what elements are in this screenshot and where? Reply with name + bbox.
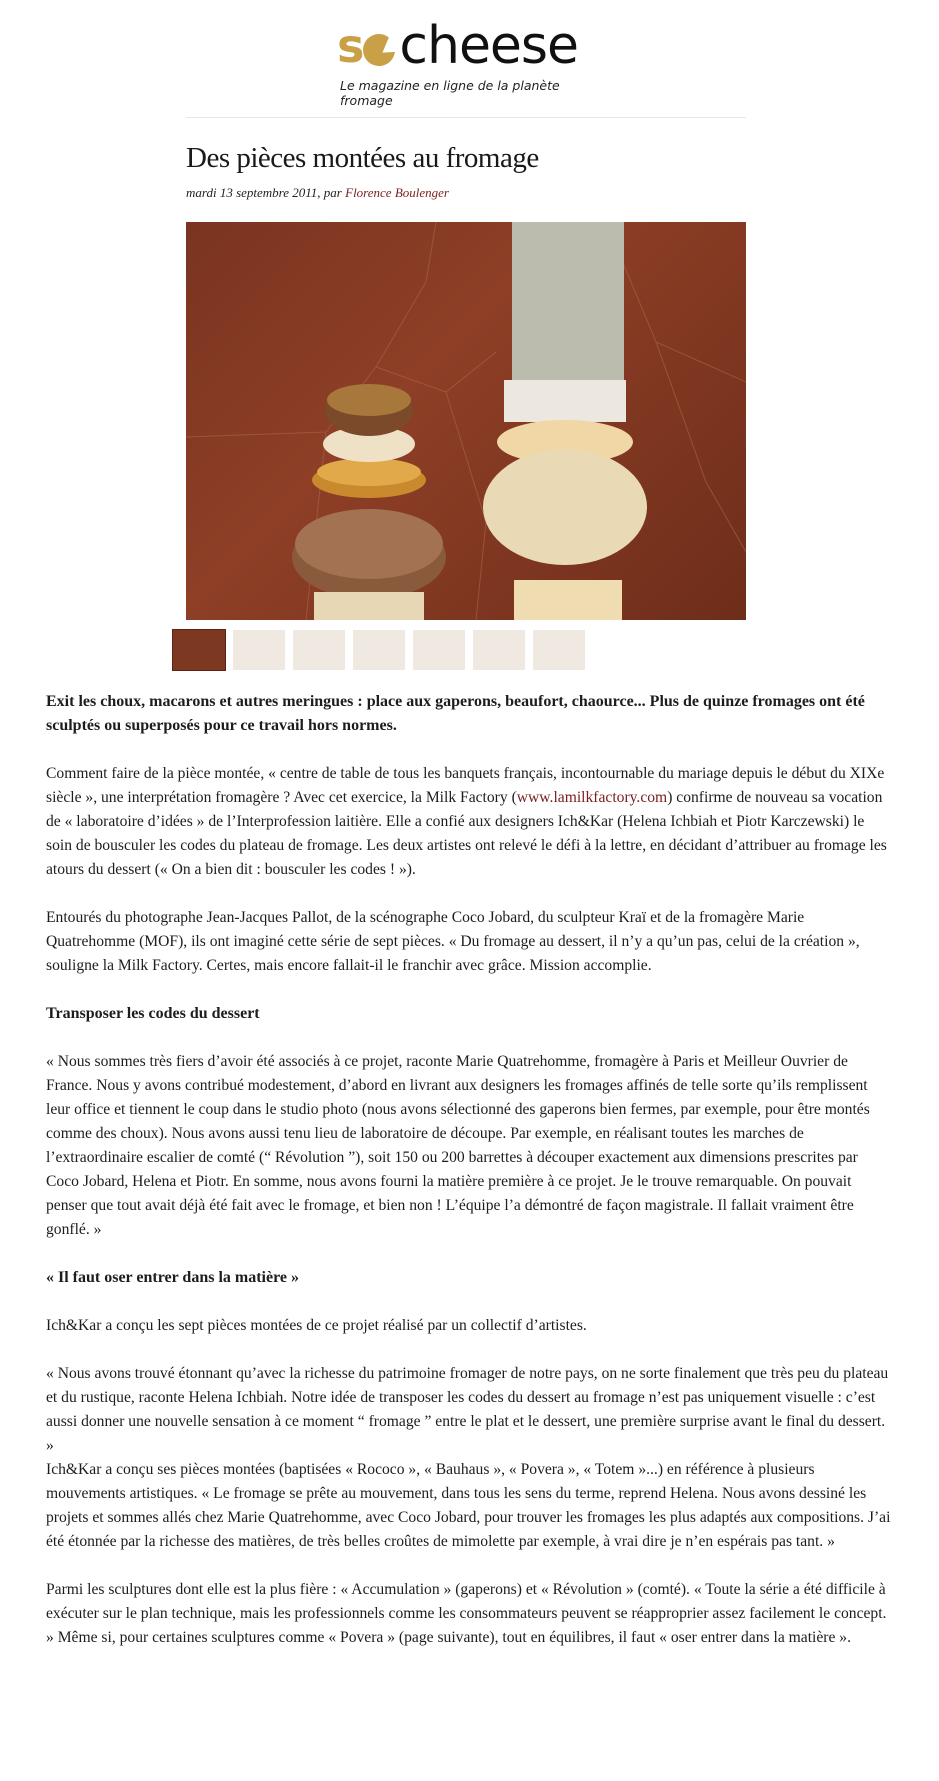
site-logo[interactable] (337, 14, 587, 78)
article-lead: Exit les choux, macarons et autres meringues : place aux gaperons, beaufort, chaource... Plus de quinze fromages ont été sculptés ou superposés pour ce travail hors normes. (46, 693, 865, 734)
gallery-thumbnail[interactable] (533, 630, 585, 670)
site-header (0, 0, 939, 118)
gallery-thumbnail[interactable] (353, 630, 405, 670)
hero-image (186, 222, 746, 620)
gallery-thumbnail[interactable] (233, 630, 285, 670)
paragraph: Ich&Kar a conçu les sept pièces montées de ce projet réalisé par un collectif d’artistes. (46, 1317, 587, 1334)
gallery-thumbnails (173, 630, 585, 670)
gallery-thumbnail[interactable] (473, 630, 525, 670)
gallery-thumbnail[interactable] (293, 630, 345, 670)
paragraph (46, 1362, 894, 1554)
section-heading: Transposer les codes du dessert (46, 1005, 260, 1022)
gallery-thumbnail[interactable] (173, 630, 225, 670)
paragraph-text: Comment faire de la pièce montée, « centre de table de tous les banquets français, incontournable du mariage depuis le début du XIXe siècle », une interprétation fromagère ? Avec cet exercice, la Milk Factory ( (46, 765, 885, 806)
paragraph: Entourés du photographe Jean-Jacques Pallot, de la scénographe Coco Jobard, du sculpteur Kraï et de la fromagère Marie Quatrehomme (MOF), ils ont imaginé cette série de sept pièces. « Du fromage au dessert, il n’y a qu’un pas, celui de la création », souligne la Milk Factory. Certes, mais encore fallait-il le franchir avec grâce. Mission accomplie. (46, 909, 860, 974)
cheese-sculpture-photo (186, 222, 746, 620)
logo-mark: s (337, 19, 363, 73)
article-title: Des pièces montées au fromage (186, 142, 539, 174)
paragraph-text: Ich&Kar a conçu ses pièces montées (baptisées « Rococo », « Bauhaus », « Povera », « Totem »...) en référence à plusieurs mouvements artistiques. « Le fromage se prête au mouvement, dans tous les sens du terme, reprend Helena. Nous avons dessiné les projets et sommes allés chez Marie Quatrehomme, avec Coco Jobard, pour trouver les fromages les plus adaptés aux compositions. J’ai été étonnée par la richesse des matières, de très belles croûtes de mimolette par exemple, à vrai dire je n’en espérais pas tant. » (46, 1461, 891, 1550)
article-body (46, 690, 894, 1674)
author-link[interactable]: Florence Boulenger (345, 185, 449, 200)
gallery-thumbnail[interactable] (413, 630, 465, 670)
logo-o-icon (363, 34, 395, 66)
paragraph: « Nous sommes très fiers d’avoir été associés à ce projet, raconte Marie Quatrehomme, fromagère à Paris et Meilleur Ouvrier de France. Nous y avons contribué modestement, d’abord en livrant aux designers les fromages affinés de telle sorte qu’ils remplissent leur office et tiennent le coup dans le studio photo (nous avons sélectionné des gaperons bien fermes, par exemple, pour être montés comme des choux). Nous avons aussi tenu lieu de laboratoire de découpe. Par exemple, en réalisant toutes les marches de l’extraordinaire escalier de comté (“ Révolution ”), soit 150 ou 200 barrettes à découper exactement aux dimensions prescrites par Coco Jobard, Helena et Piotr. En somme, nous avons fourni la matière première à ce projet. Je le trouve remarquable. On pouvait penser que tout avait déjà été fait avec le fromage, et bien non ! L’équipe l’a démontré de façon magistrale. Il fallait vraiment être gonflé. » (46, 1053, 870, 1238)
article-byline (186, 185, 746, 201)
site-tagline: Le magazine en ligne de la planète fromage (340, 78, 560, 108)
paragraph: Parmi les sculptures dont elle est la plus fière : « Accumulation » (gaperons) et « Révolution » (comté). « Toute la série a été difficile à exécuter sur le plan technique, mais les professionnels comme les consommateurs peuvent se réapproprier assez facilement le concept. » Même si, pour certaines sculptures comme « Povera » (page suivante), tout en équilibres, il faut « oser entrer dans la matière ». (46, 1581, 887, 1646)
header-divider (186, 117, 746, 118)
paragraph (46, 762, 894, 882)
byline-date: mardi 13 septembre 2011, par (186, 185, 346, 200)
section-heading: « Il faut oser entrer dans la matière » (46, 1269, 300, 1286)
milk-factory-link[interactable]: www.lamilkfactory.com (516, 789, 668, 806)
paragraph-text: ) confirme de nouveau sa vocation de « laboratoire d’idées » de l’Interprofession laitière. Elle a confié aux designers Ich&Kar (Helena Ichbiah et Piotr Karczewski) le soin de bousculer les codes du plateau de fromage. Les deux artistes ont relevé le défi à la lettre, en décidant d’attribuer au fromage les atours du dessert (« On a bien dit : bousculer les codes ! »). (46, 789, 887, 878)
logo-wordmark: cheese (399, 16, 579, 76)
paragraph-text: « Nous avons trouvé étonnant qu’avec la richesse du patrimoine fromager de notre pays, on ne sorte finalement que très peu du plateau et du rustique, raconte Helena Ichbiah. Notre idée de transposer les codes du dessert au fromage n’est pas uniquement visuelle : c’est aussi donner une nouvelle sensation à ce moment “ fromage ” entre le plat et le dessert, une première surprise avant le final du dessert. » (46, 1365, 889, 1454)
article-header (186, 142, 746, 201)
